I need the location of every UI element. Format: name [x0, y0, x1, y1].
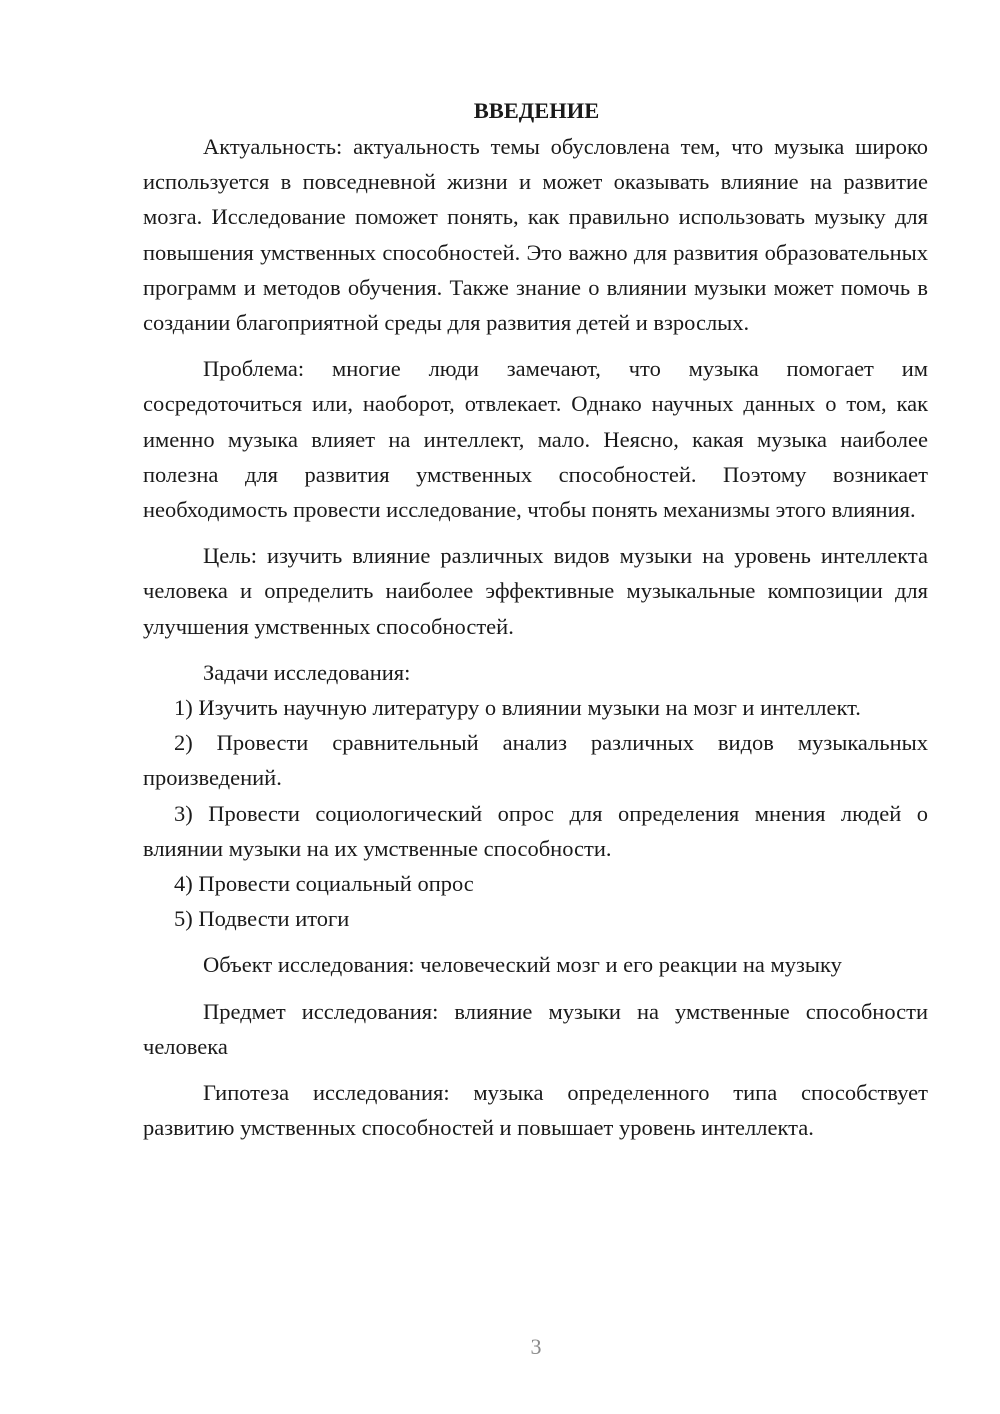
task-item-5: 5) Подвести итоги — [174, 906, 350, 932]
page-title: ВВЕДЕНИЕ — [473, 98, 600, 123]
research-subject: Предмет исследования: влияние музыки на умственные способности человека — [143, 998, 928, 1059]
task-item-4: 4) Провести социальный опрос — [174, 871, 474, 897]
task-item-1: 1) Изучить научную литературу о влиянии музыки на мозг и интеллект. — [174, 695, 861, 721]
research-object: Объект исследования: человеческий мозг и его реакции на музыку — [203, 952, 842, 978]
goal-paragraph: Цель: изучить влияние различных видов музыки на уровень интеллекта человека и определить наиболее эффективные музыкальные композиции для улучшения умственных способностей. — [143, 543, 928, 639]
page-number: 3 — [530, 1334, 542, 1359]
task-item-3: 3) Провести социологический опрос для определения мнения людей о влиянии музыки на их умственные способности. — [143, 800, 928, 861]
problem-paragraph: Проблема: многие люди замечают, что музыка помогает им сосредоточиться или, наоборот, отвлекает. Однако научных данных о том, как именно музыка влияет на интеллект, мало. Неясно, какая музыка наиболее полезна для развития умственных способностей. Поэтому возникает необходимость провести исследование, чтобы понять механизмы этого влияния. — [143, 356, 928, 523]
document-body — [143, 93, 928, 1145]
tasks-heading: Задачи исследования: — [203, 659, 411, 685]
relevance-paragraph: Актуальность: актуальность темы обусловлена тем, что музыка широко используется в повседневной жизни и может оказывать влияние на развитие мозга. Исследование поможет понять, как правильно использовать музыку для повышения умственных способностей. Это важно для развития образовательных программ и методов обучения. Также знание о влиянии музыки может помочь в создании благоприятной среды для развития детей и взрослых. — [143, 134, 928, 336]
task-item-2: 2) Провести сравнительный анализ различных видов музыкальных произведений. — [143, 730, 928, 791]
research-hypothesis: Гипотеза исследования: музыка определенного типа способствует развитию умственных способностей и повышает уровень интеллекта. — [143, 1080, 928, 1141]
